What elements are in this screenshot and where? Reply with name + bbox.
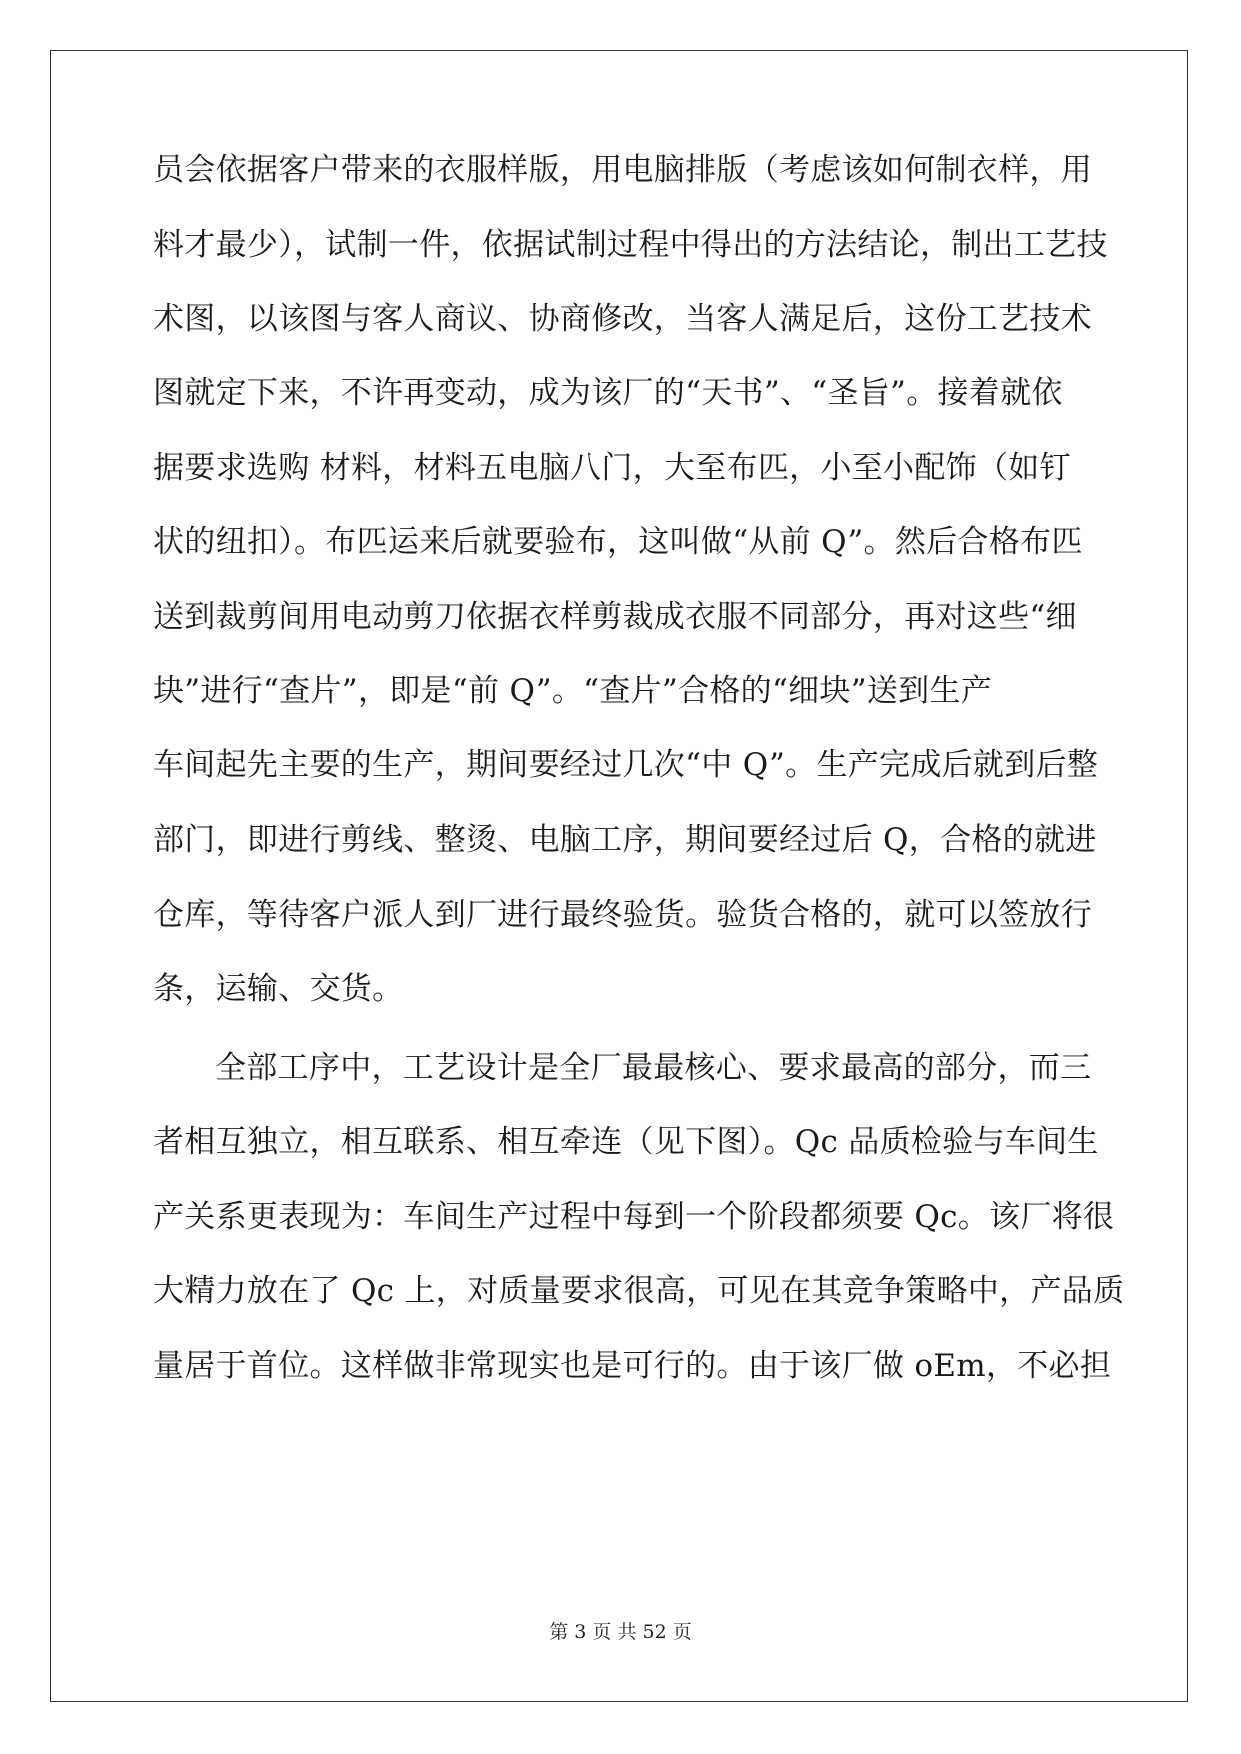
text-line: 料才最少），试制一件，依据试制过程中得出的方法结论，制出工艺技 [153,227,1108,263]
text-line: 术图，以该图与客人商议、协商修改，当客人满足后，这份工艺技术 [153,301,1092,337]
text-line: 量居于首位。这样做非常现实也是可行的。由于该厂做 oEm，不必担 [153,1348,1112,1384]
text-line: 者相互独立，相互联系、相互牵连（见下图）。Qc 品质检验与车间生 [153,1124,1099,1160]
text-line: 部门，即进行剪线、整烫、电脑工序，期间要经过后 Q，合格的就进 [153,822,1097,858]
page-border [50,50,1188,1702]
text-line: 仓库，等待客户派人到厂进行最终验货。验货合格的，就可以签放行 [153,897,1092,933]
text-line: 状的纽扣）。布匹运来后就要验布，这叫做“从前 Q”。然后合格布匹 [153,524,1083,560]
page-number-footer: 第 3 页 共 52 页 [549,1621,692,1643]
text-line: 产关系更表现为：车间生产过程中每到一个阶段都须要 Qc。该厂将很 [153,1199,1115,1235]
paragraph-first-line: 全部工序中，工艺设计是全厂最最核心、要求最高的部分，而三 [215,1050,1092,1086]
text-line: 条，运输、交货。 [153,971,404,1007]
text-line: 大精力放在了 Qc 上，对质量要求很高，可见在其竞争策略中，产品质 [153,1273,1125,1309]
text-line: 送到裁剪间用电动剪刀依据衣样剪裁成衣服不同部分，再对这些“细 [153,599,1077,635]
text-line: 图就定下来，不许再变动，成为该厂的“天书”、“圣旨”。接着就依 [153,375,1063,411]
text-line: 员会依据客户带来的衣服样版，用电脑排版（考虑该如何制衣样，用 [153,152,1092,188]
text-line: 车间起先主要的生产，期间要经过几次“中 Q”。生产完成后就到后整 [153,747,1099,783]
text-line: 块”进行“查片”，即是“前 Q”。“查片”合格的“细块”送到生产 [153,673,993,709]
text-line: 据要求选购 材料，材料五电脑八门，大至布匹，小至小配饰（如钉 [153,450,1071,486]
